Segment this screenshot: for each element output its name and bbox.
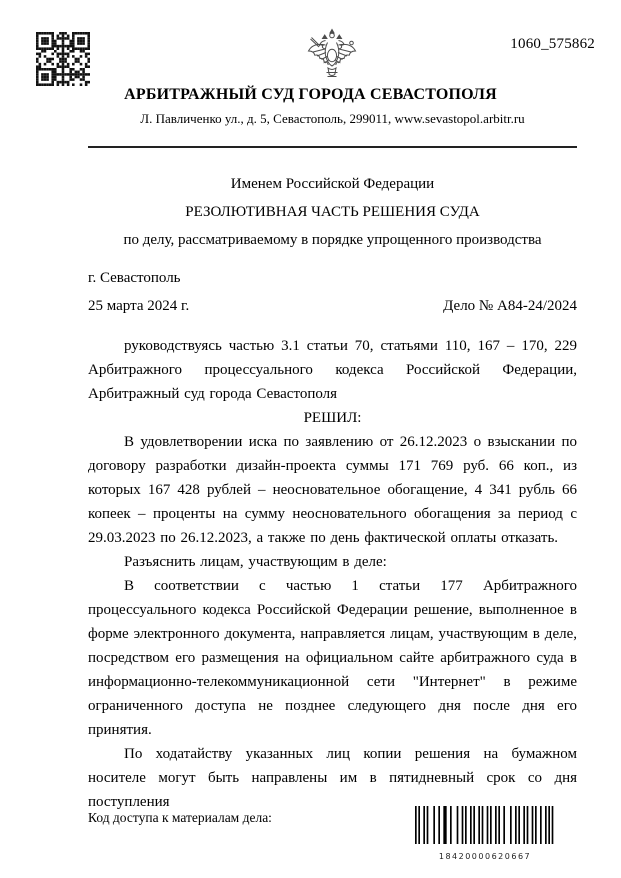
document-id: 1060_575862: [510, 36, 595, 52]
title-block: [88, 170, 577, 254]
barcode-number: 18420000620667: [438, 852, 532, 861]
resolved-heading: РЕШИЛ:: [303, 410, 362, 426]
court-name: АРБИТРАЖНЫЙ СУД ГОРОДА СЕВАСТОПОЛЯ: [124, 86, 497, 103]
paper-copy-paragraph: По ходатайству указанных лиц копии решения на бумажном носителе могут быть направлены им в пятидневный срок со дня поступления: [88, 746, 577, 810]
case-number: Дело № А84-24/2024: [443, 298, 577, 314]
city-line: г. Севастополь: [88, 270, 181, 286]
electronic-decision-paragraph: В соответствии с частью 1 статьи 177 Арбитражного процессуального кодекса Российской Федерации решение, выполненное в форме электронного документа, направляется лицам, участвующим в деле, посредством его размещения на официальном сайте арбитражного суда в информационно-телекоммуникационной сети "Интернет" в режиме ограниченного доступа не позднее следующего дня после дня его принятия.: [88, 578, 577, 738]
russia-coat-of-arms-icon: [306, 28, 358, 83]
decision-subtitle: по делу, рассматриваемому в порядке упрощенного производства: [123, 232, 542, 248]
barcode-icon: [415, 806, 555, 846]
in-the-name-line: Именем Российской Федерации: [230, 176, 435, 192]
decision-date: 25 марта 2024 г.: [88, 298, 190, 314]
date-case-row: [88, 294, 577, 318]
access-code-label: Код доступа к материалам дела:: [88, 810, 272, 825]
ruling-paragraph: В удовлетворении иска по заявлению от 26.12.2023 о взыскании по договору разработки дизайн-проекта суммы 171 769 руб. 66 коп., из которых 167 428 рублей – неосновательное обогащение, 4 341 рубль 66 копеек – проценты на сумму неосновательного обогащения за период с 29.03.2023 по 26.12.2023, а также по день фактической оплаты отказать.: [88, 434, 577, 546]
clarification-intro-paragraph: Разъяснить лицам, участвующим в деле:: [124, 554, 387, 570]
decision-title: РЕЗОЛЮТИВНАЯ ЧАСТЬ РЕШЕНИЯ СУДА: [185, 204, 480, 220]
case-barcode: [415, 806, 555, 861]
qr-code-icon: [36, 31, 90, 87]
header-divider: [88, 146, 577, 148]
document-body: [88, 170, 577, 814]
court-address: Л. Павличенко ул., д. 5, Севастополь, 299011, www.sevastopol.arbitr.ru: [140, 111, 525, 126]
intro-paragraph: руководствуясь частью 3.1 статьи 70, статьями 110, 167 – 170, 229 Арбитражного процессуального кодекса Российской Федерации, Арбитражный суд города Севастополя: [88, 338, 577, 402]
